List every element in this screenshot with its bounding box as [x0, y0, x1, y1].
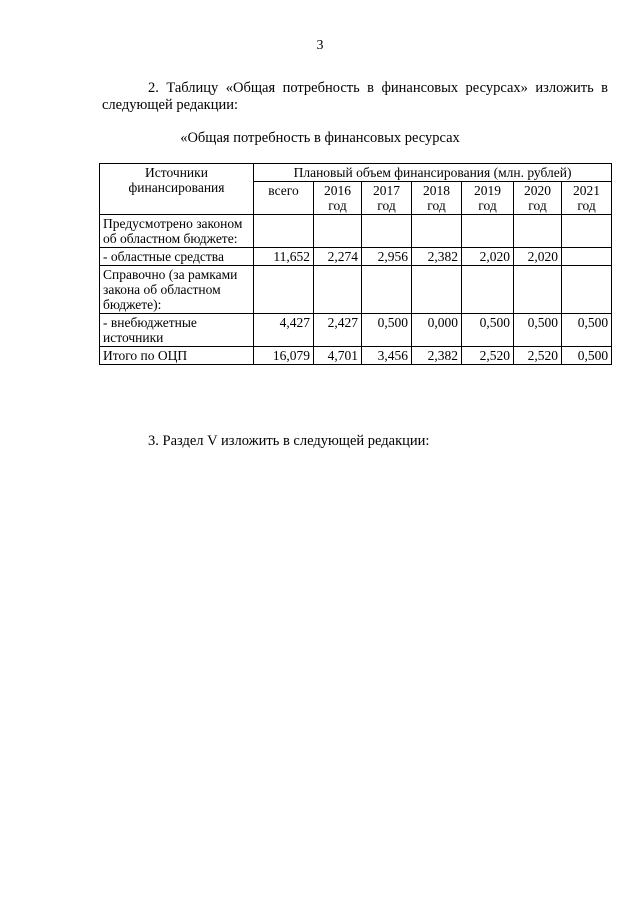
row-label: Справочно (за рамками закона об областном бюджете): — [100, 266, 254, 314]
table-title: «Общая потребность в финансовых ресурсах — [180, 130, 460, 146]
cell: 0,500 — [462, 314, 514, 347]
header-sources: Источники финансирования — [100, 164, 254, 215]
row-label: - областные средства — [100, 248, 254, 266]
row-label: - внебюджетные источники — [100, 314, 254, 347]
table-header-row — [100, 164, 612, 182]
col-header: 2020 год — [514, 182, 562, 215]
cell — [562, 266, 612, 314]
cell — [314, 266, 362, 314]
cell — [314, 215, 362, 248]
table-row — [100, 314, 612, 347]
cell — [562, 215, 612, 248]
cell: 2,020 — [514, 248, 562, 266]
cell: 2,382 — [412, 347, 462, 365]
header-planned: Плановый объем финансирования (млн. рублей) — [254, 164, 612, 182]
cell: 4,427 — [254, 314, 314, 347]
col-header: 2017 год — [362, 182, 412, 215]
cell — [514, 266, 562, 314]
cell: 11,652 — [254, 248, 314, 266]
cell: 2,427 — [314, 314, 362, 347]
cell — [462, 266, 514, 314]
col-header: 2016 год — [314, 182, 362, 215]
table-row-total — [100, 347, 612, 365]
cell: 2,520 — [514, 347, 562, 365]
cell — [362, 215, 412, 248]
cell: 2,382 — [412, 248, 462, 266]
financing-table — [99, 163, 612, 365]
table-row — [100, 248, 612, 266]
paragraph-section-instruction: 3. Раздел V изложить в следующей редакции: — [148, 433, 430, 449]
cell: 2,274 — [314, 248, 362, 266]
cell: 4,701 — [314, 347, 362, 365]
cell: 2,956 — [362, 248, 412, 266]
cell: 2,520 — [462, 347, 514, 365]
cell — [412, 215, 462, 248]
cell: 3,456 — [362, 347, 412, 365]
col-header: 2018 год — [412, 182, 462, 215]
col-header: 2021 год — [562, 182, 612, 215]
cell: 0,500 — [514, 314, 562, 347]
cell: 0,500 — [362, 314, 412, 347]
row-label: Предусмотрено законом об областном бюджете: — [100, 215, 254, 248]
cell: 0,500 — [562, 314, 612, 347]
cell: 0,500 — [562, 347, 612, 365]
cell — [254, 266, 314, 314]
paragraph-table-instruction: 2. Таблицу «Общая потребность в финансовых ресурсах» изложить в следующей редакции: — [102, 80, 608, 113]
cell — [514, 215, 562, 248]
cell: 0,000 — [412, 314, 462, 347]
row-label: Итого по ОЦП — [100, 347, 254, 365]
table-row — [100, 266, 612, 314]
cell — [412, 266, 462, 314]
cell: 2,020 — [462, 248, 514, 266]
cell: 16,079 — [254, 347, 314, 365]
page-number: 3 — [316, 38, 324, 53]
table-row — [100, 215, 612, 248]
cell — [254, 215, 314, 248]
col-header: 2019 год — [462, 182, 514, 215]
cell — [462, 215, 514, 248]
cell — [562, 248, 612, 266]
col-header: всего — [254, 182, 314, 215]
cell — [362, 266, 412, 314]
